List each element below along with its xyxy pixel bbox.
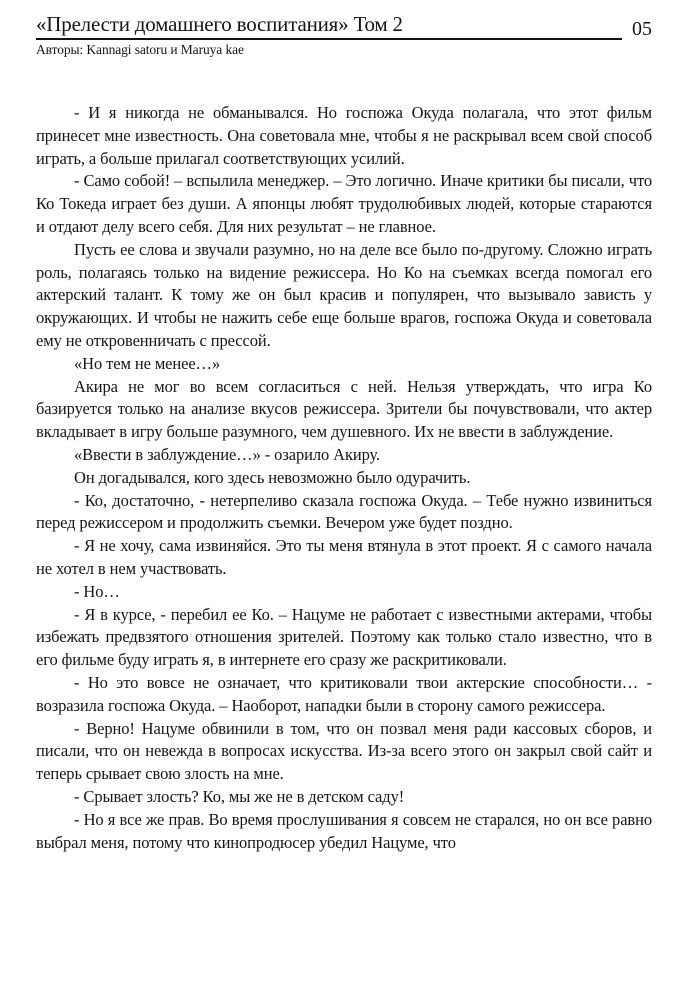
paragraph: «Ввести в заблуждение…» - озарило Акиру. bbox=[74, 445, 381, 465]
paragraph: - Срывает злость? Ко, мы же не в детском саду! bbox=[74, 787, 405, 806]
paragraph: - Само собой! – вспылила менеджер. – Это логично. Иначе критики бы писали, что Ко Токеда играет без души. А японцы любят трудолюбивых людей, которые стараются и отдают делу всего себя. Для них результат – не главное. bbox=[36, 171, 652, 237]
paragraph: - Я не хочу, сама извиняйся. Это ты меня втянула в этот проект. Я с самого начала не хотел в нем участвовать. bbox=[36, 536, 652, 579]
paragraph: Пусть ее слова и звучали разумно, но на деле все было по-другому. Сложно играть роль, полагаясь только на видение режиссера. Но Ко на съемках всегда помогал его актерский талант. К тому же он был красив и популярен, что вызывало зависть у окружающих. И чтобы не нажить себе еще больше врагов, госпожа Окуда и советовала ему не откровенничать с прессой. bbox=[36, 239, 652, 351]
text-content bbox=[36, 102, 652, 854]
paragraph: - Но я все же прав. Во время прослушивания я совсем не старался, но он все равно выбрал меня, потому что кинопродюсер убедил Нацуме, что bbox=[36, 809, 652, 852]
paragraph: Акира не мог во всем согласиться с ней. Нельзя утверждать, что игра Ко базируется только на анализе вкусов режиссера. Зрители бы почувствовали, что актер вкладывает в игру больше разумного, чем душевного. Их не ввести в заблуждение. bbox=[36, 376, 652, 442]
page-header bbox=[36, 13, 652, 58]
paragraph: - Верно! Нацуме обвинили в том, что он позвал меня ради кассовых сборов, и писали, что он невежда в вопросах искусства. Из-за всего этого он закрыл свой сайт и теперь срывает свою злость на мне. bbox=[36, 718, 652, 784]
paragraph: Он догадывался, кого здесь невозможно было одурачить. bbox=[74, 467, 471, 487]
paragraph: - Я в курсе, - перебил ее Ко. – Нацуме не работает с известными актерами, чтобы избежать предвзятого отношения зрителей. Поэтому как только стало известно, что в его фильме буду играть я, в интернете его сразу же раскритиковали. bbox=[36, 604, 652, 670]
header-row bbox=[36, 13, 652, 40]
paragraph: - И я никогда не обманывался. Но госпожа Окуда полагала, что этот фильм принесет мне известность. Она советовала мне, чтобы я не раскрывал всем свой способ играть, а больше прилагал соответствующих усилий. bbox=[36, 103, 652, 168]
title-underline bbox=[36, 13, 622, 40]
paragraph: - Но… bbox=[74, 581, 120, 601]
authors-byline: Авторы: Kannagi satoru и Maruya kae bbox=[36, 42, 244, 58]
paragraph: «Но тем не менее…» bbox=[74, 353, 221, 373]
paragraph: - Ко, достаточно, - нетерпеливо сказала госпожа Окуда. – Тебе нужно извиниться перед режиссером и продолжить съемки. Вечером уже будет поздно. bbox=[36, 490, 652, 533]
book-title: «Прелести домашнего воспитания» Том 2 bbox=[36, 12, 403, 36]
page-number: 05 bbox=[632, 18, 652, 41]
paragraph: - Но это вовсе не означает, что критиковали твои актерские способности… - возразила госпожа Окуда. – Наоборот, нападки были в сторону самого режиссера. bbox=[36, 673, 652, 715]
